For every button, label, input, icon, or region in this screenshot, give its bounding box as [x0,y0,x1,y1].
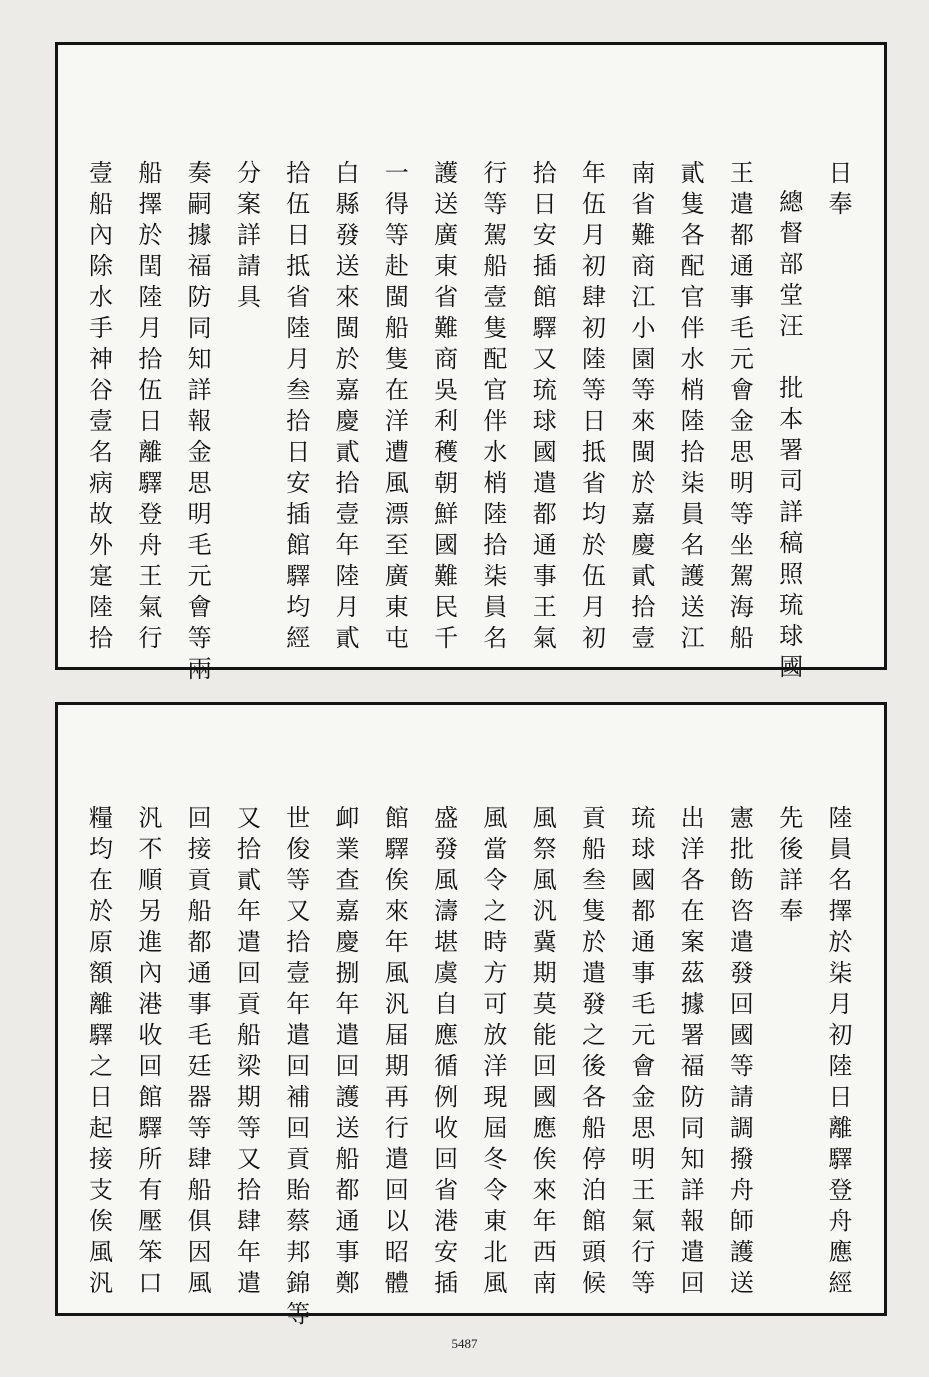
text-column: 日奉 [824,160,852,222]
text-column: 南省難商江小園等來閩於嘉慶貳拾壹 [626,160,655,656]
text-column: 白縣發送來閩於嘉慶貳拾壹年陸月貳 [331,160,360,656]
text-column: 琉球國都通事毛元會金思明王氣行等 [626,805,655,1301]
text-column: 糧均在於原額離驛之日起接支俟風汎 [84,805,113,1301]
text-column: 一得等赴閩船隻在洋遭風漂至廣東屯 [380,160,409,656]
text-column: 分案詳請具 [232,160,261,315]
text-column: 壹船內除水手神谷壹名病故外寔陸拾 [84,160,113,656]
text-columns-top [73,160,862,687]
text-column: 先後詳奉 [774,805,803,929]
text-column: 奏嗣據福防同知詳報金思明毛元會等兩 [183,160,212,687]
text-column: 又拾貳年遣回貢船梁期等又拾肆年遣 [232,805,261,1301]
text-column: 汎不順另進內港收回館驛所有壓笨口 [133,805,162,1301]
text-column: 出洋各在案茲據署福防同知詳報遣回 [676,805,705,1301]
text-column: 船擇於閏陸月拾伍日離驛登舟王氣行 [133,160,162,656]
text-column: 憲批飭咨遣發回國等請調撥舟師護送 [725,805,754,1301]
text-column: 行等駕船壹隻配官伴水梢陸拾柒員名 [478,160,507,656]
text-column: 陸員名擇於柒月初陸日離驛登舟應經 [824,805,852,1301]
text-column: 貢船叁隻於遣發之後各船停泊館頭候 [577,805,606,1301]
text-columns-bottom [73,805,862,1332]
text-column: 拾伍日抵省陸月叁拾日安插館驛均經 [281,160,310,656]
text-column: 拾日安插館驛又琉球國遣都通事王氣 [528,160,557,656]
page-number: 5487 [451,1336,478,1351]
text-column: 風祭風汎冀期莫能回國應俟來年西南 [528,805,557,1301]
text-column: 館驛俟來年風汎届期再行遣回以昭體 [380,805,409,1301]
text-column: 貳隻各配官伴水梢陸拾柒員名護送江 [676,160,705,656]
text-column: 盛發風濤堪虞自應循例收回省港安插 [429,805,458,1301]
document-panel-bottom [55,702,887,1332]
text-column: 王遣都通事毛元會金思明等坐駕海船 [725,160,754,656]
text-column: 回接貢船都通事毛廷器等肆船俱因風 [183,805,212,1301]
text-column: 年伍月初肆初陸等日抵省均於伍月初 [577,160,606,656]
text-column: 護送廣東省難商吳利穫朝鮮國難民千 [429,160,458,656]
text-column: 卹業查嘉慶捌年遣回護送船都通事鄭 [331,805,360,1301]
text-column: 世俊等又拾壹年遣回補回貢貽蔡邦錦等 [281,805,310,1332]
text-column: 總督部堂汪 批本署司詳稿照琉球國 [774,189,803,685]
document-panel-top [55,42,887,687]
text-column: 風當令之時方可放洋現屆冬令東北風 [478,805,507,1301]
